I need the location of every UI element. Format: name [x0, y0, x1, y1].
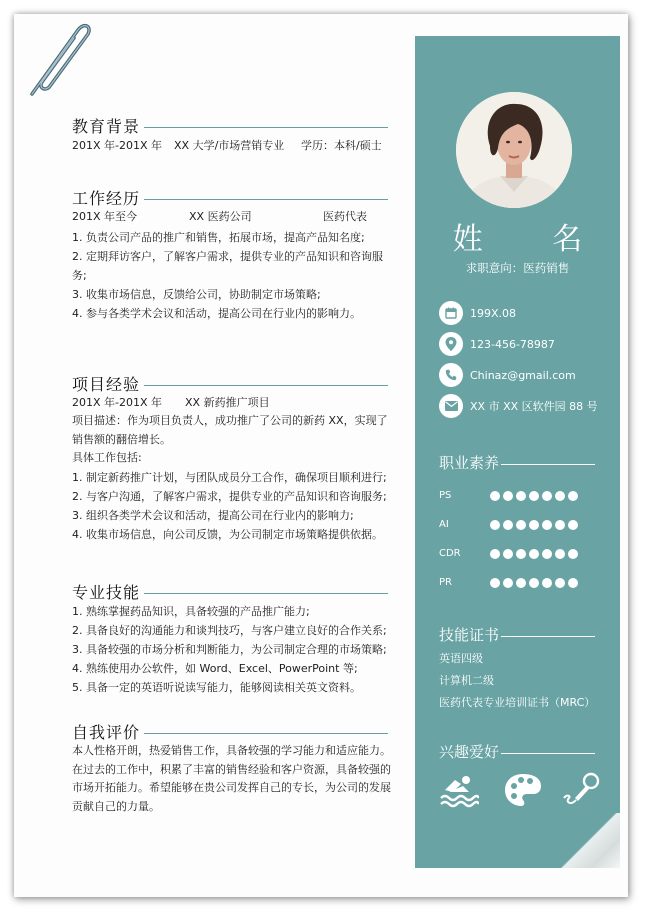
work-section	[72, 186, 388, 323]
project-duties-label: 具体工作包括:	[72, 451, 142, 464]
section-title: 工作经历	[72, 188, 141, 208]
contact-email: Chinaz@gmail.com	[439, 363, 576, 387]
certificate-item: 医药代表专业培训证书（MRC）	[439, 696, 596, 709]
phone-icon	[439, 363, 463, 387]
project-period: 201X 年-201X 年	[72, 396, 163, 409]
list-item: 5. 具备一定的英语听说读写能力，能够阅读相关英文资料。	[72, 681, 361, 694]
list-item: 2. 与客户沟通，了解客户需求，提供专业的产品知识和咨询服务;	[72, 489, 387, 503]
divider	[144, 199, 388, 200]
section-title: 项目经验	[72, 374, 141, 394]
list-item: 3. 收集市场信息，反馈给公司，协助制定市场策略;	[72, 288, 321, 301]
avatar	[456, 92, 572, 208]
microphone-icon	[561, 772, 601, 808]
section-title: 自我评价	[72, 722, 141, 742]
project-name: XX 新药推广项目	[185, 396, 270, 409]
project-duties	[72, 468, 388, 544]
education-degree: 学历：本科/硕士	[301, 139, 382, 152]
project-section	[72, 372, 388, 544]
list-item: 1. 负责公司产品的推广和销售，拓展市场，提高产品知名度;	[72, 231, 365, 244]
list-item: 1. 熟练掌握药品知识，具备较强的产品推广能力;	[72, 605, 310, 618]
section-title: 职业素养	[439, 454, 500, 472]
work-period: 201X 年至今	[72, 210, 138, 223]
certificate-item: 英语四级	[439, 652, 483, 665]
competency-header	[439, 452, 595, 473]
divider	[144, 385, 388, 386]
education-section	[72, 114, 388, 155]
contact-address: XX 市 XX 区软件园 88 号	[439, 394, 598, 418]
skills-section	[72, 580, 388, 697]
work-company: XX 医药公司	[189, 210, 252, 223]
project-description: 项目描述：作为项目负责人，成功推广了公司的新药 XX，实现了 销售额的翻倍增长。 具体工作包括:	[72, 412, 388, 468]
person-name: 姓 名	[452, 222, 613, 257]
hobbies-header	[439, 741, 595, 762]
skills-list	[72, 602, 388, 697]
list-item: 3. 组织各类学术会议和活动，提高公司在行业内的影响力;	[72, 508, 354, 522]
list-item: 4. 收集市场信息，向公司反馈，为公司制定市场策略提供依据。	[72, 527, 383, 541]
self-evaluation-section	[72, 720, 391, 816]
contact-phone: 123-456-78987	[439, 332, 555, 356]
divider	[501, 753, 595, 754]
section-title: 兴趣爱好	[439, 743, 500, 761]
location-pin-icon	[439, 332, 463, 356]
skill-dots	[490, 578, 578, 588]
calendar-icon	[439, 301, 463, 325]
paper-clip-icon	[18, 14, 94, 100]
section-title: 技能证书	[439, 626, 500, 644]
divider	[501, 464, 595, 465]
list-item: 4. 参与各类学术会议和活动，提高公司在行业内的影响力。	[72, 307, 361, 320]
section-title: 专业技能	[72, 582, 141, 602]
list-item: 3. 具备较强的市场分析和判断能力，为公司制定合理的市场策略;	[72, 643, 387, 656]
page-curl	[560, 813, 620, 868]
list-item: 务;	[72, 269, 87, 282]
skill-dots	[490, 491, 578, 501]
job-intent: 求职意向：医药销售	[465, 261, 570, 275]
list-item: 2. 具备良好的沟通能力和谈判技巧，与客户建立良好的合作关系;	[72, 624, 387, 637]
skill-row-cdr: CDR	[439, 548, 599, 559]
certificate-item: 计算机二级	[439, 674, 494, 687]
divider	[144, 733, 388, 734]
profile-sidebar	[415, 36, 620, 868]
education-school: XX 大学/市场营销专业	[174, 139, 285, 152]
list-item: 2. 定期拜访客户，了解客户需求，提供专业的产品知识和咨询服	[72, 250, 383, 263]
mail-icon	[439, 394, 463, 418]
resume-page	[14, 14, 628, 897]
portrait-photo	[456, 92, 572, 208]
swimming-icon	[439, 772, 479, 808]
skill-row-ai: AI	[439, 519, 599, 530]
skill-row-ps: PS	[439, 490, 599, 501]
skill-dots	[490, 520, 578, 530]
certificates-header	[439, 624, 595, 645]
skill-dots	[490, 549, 578, 559]
skill-row-pr: PR	[439, 577, 599, 588]
list-item: 1. 制定新药推广计划，与团队成员分工合作，确保项目顺利进行;	[72, 470, 387, 484]
list-item: 4. 熟练使用办公软件，如 Word、Excel、PowerPoint 等;	[72, 662, 358, 675]
section-title: 教育背景	[72, 116, 141, 136]
education-period: 201X 年-201X 年	[72, 139, 163, 152]
painting-palette-icon	[503, 772, 543, 808]
work-position: 医药代表	[323, 210, 367, 223]
work-duties	[72, 228, 388, 323]
contact-birth: 199X.08	[439, 301, 516, 325]
divider	[144, 127, 388, 128]
divider	[501, 636, 595, 637]
divider	[144, 593, 388, 594]
self-evaluation-text: 本人性格开朗，热爱销售工作，具备较强的学习能力和适应能力。 在过去的工作中，积累了丰富的销售经验和客户资源，具备较强的 市场开拓能力。希望能够在贵公司发挥自己的专长，为公司的发展 贡献自己的力量。	[72, 744, 391, 813]
